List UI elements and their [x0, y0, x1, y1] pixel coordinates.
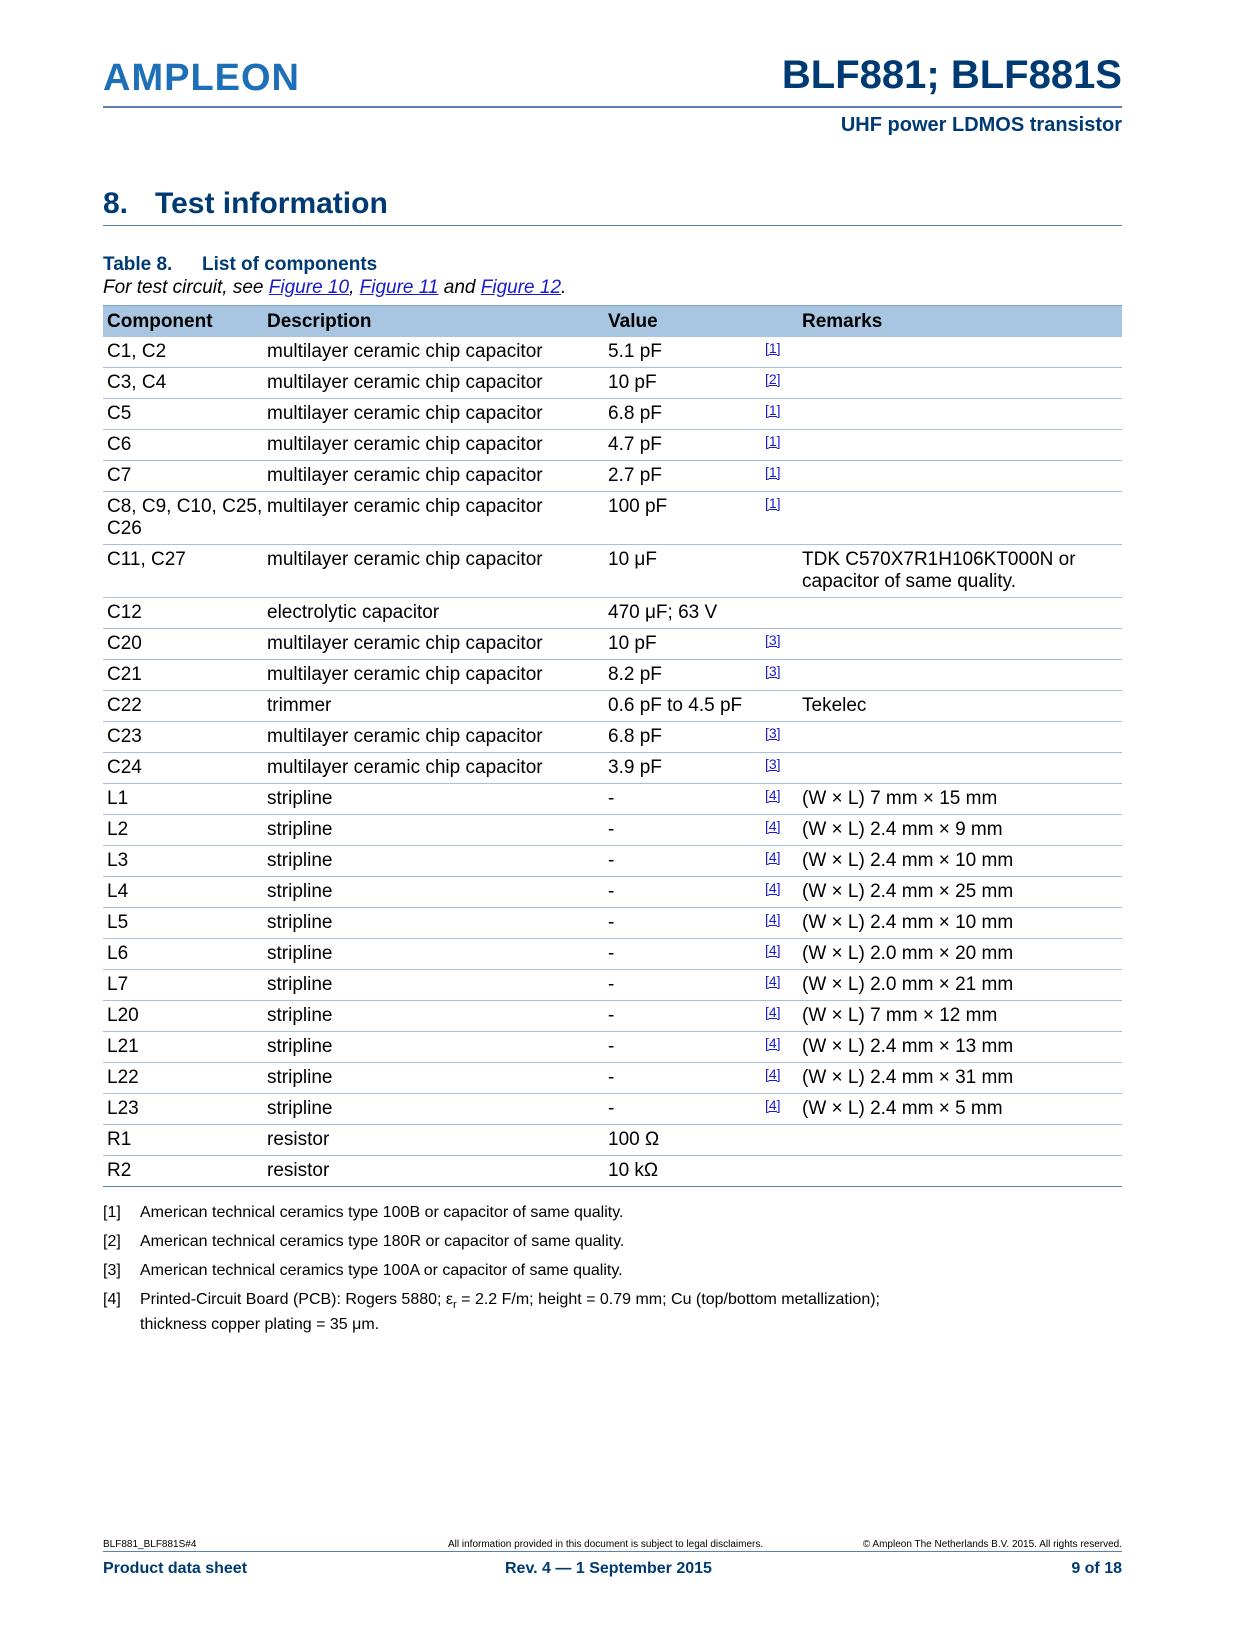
cell-note-ref: [765, 908, 802, 938]
subcaption-prefix: For test circuit, see: [103, 277, 269, 298]
table-row: [103, 1063, 1122, 1094]
table-row: [103, 846, 1122, 877]
cell-note-ref: [765, 629, 802, 659]
table-note: [103, 1261, 1122, 1281]
table-number: Table 8.: [103, 254, 173, 275]
cell-description: stripline: [267, 850, 333, 871]
cell-value: 100 pF: [608, 496, 668, 517]
table-header-row: [103, 305, 1122, 337]
cell-note-ref: [765, 368, 802, 398]
section-divider: [103, 225, 1122, 226]
cell-description: stripline: [267, 974, 333, 995]
cell-remarks: (W × L) 2.4 mm × 31 mm: [802, 1067, 1014, 1088]
table-row: [103, 492, 1122, 545]
note-text: American technical ceramics type 180R or capacitor of same quality.: [140, 1233, 625, 1250]
cell-description: multilayer ceramic chip capacitor: [267, 726, 543, 747]
cell-component: C20: [107, 633, 142, 654]
table-subcaption: [103, 277, 566, 299]
table-row: [103, 877, 1122, 908]
note-text-prefix: Printed-Circuit Board (PCB): Rogers 5880; ε: [140, 1291, 454, 1308]
note-ref-link[interactable]: [3]: [765, 663, 781, 679]
table-row: [103, 691, 1122, 722]
cell-note-ref: [765, 846, 802, 876]
note-ref-link[interactable]: [4]: [765, 942, 781, 958]
table-row: [103, 629, 1122, 660]
cell-description: stripline: [267, 912, 333, 933]
table-notes: [103, 1203, 1122, 1344]
cell-value: 2.7 pF: [608, 465, 662, 486]
document-subtitle: UHF power LDMOS transistor: [840, 114, 1122, 136]
subcaption-suffix: .: [561, 277, 567, 298]
cell-note-ref: [765, 430, 802, 460]
cell-note-ref: [765, 1032, 802, 1062]
cell-remarks: (W × L) 2.4 mm × 25 mm: [802, 881, 1014, 902]
table-row: [103, 784, 1122, 815]
note-ref-link[interactable]: [3]: [765, 725, 781, 741]
table-row: [103, 970, 1122, 1001]
table-row: [103, 1032, 1122, 1063]
footer-page-number: 9 of 18: [1071, 1560, 1122, 1577]
cell-note-ref: [765, 1125, 802, 1155]
cell-remarks: [802, 629, 1122, 659]
note-mark: [1]: [103, 1204, 121, 1221]
cell-description: multilayer ceramic chip capacitor: [267, 372, 543, 393]
cell-component: C24: [107, 757, 142, 778]
cell-value: 6.8 pF: [608, 403, 662, 424]
cell-note-ref: [765, 877, 802, 907]
cell-value: 3.9 pF: [608, 757, 662, 778]
cell-value: -: [608, 1005, 615, 1026]
cell-value: -: [608, 1098, 615, 1119]
table-row: [103, 1001, 1122, 1032]
section-number: 8.: [103, 187, 129, 220]
table-note: [103, 1203, 1122, 1223]
table-row: [103, 598, 1122, 629]
cell-value: -: [608, 881, 615, 902]
cell-component: C12: [107, 602, 142, 623]
cell-description: stripline: [267, 1005, 333, 1026]
section-title: Test information: [155, 187, 388, 220]
cell-component: L4: [107, 881, 129, 902]
cell-description: stripline: [267, 819, 333, 840]
table-row: [103, 753, 1122, 784]
cell-note-ref: [765, 461, 802, 491]
subcaption-sep: and: [438, 277, 481, 298]
section-heading: [103, 186, 388, 222]
cell-component: L3: [107, 850, 129, 871]
cell-remarks: (W × L) 2.4 mm × 10 mm: [802, 850, 1014, 871]
note-text-line2: thickness copper plating = 35 μm.: [140, 1316, 380, 1334]
figure-12-link[interactable]: Figure 12: [480, 277, 562, 298]
table-row: [103, 461, 1122, 492]
cell-value: -: [608, 1036, 615, 1057]
header-value: Value: [608, 310, 658, 332]
cell-value: 4.7 pF: [608, 434, 662, 455]
cell-remarks: (W × L) 2.0 mm × 21 mm: [802, 974, 1014, 995]
footer-disclaimer: All information provided in this document is subject to legal disclaimers.: [448, 1539, 764, 1550]
note-ref-link[interactable]: [4]: [765, 1035, 781, 1051]
cell-component: L21: [107, 1036, 139, 1057]
footer-divider: [103, 1551, 1122, 1552]
cell-remarks: [802, 753, 1122, 783]
header-component: Component: [107, 310, 213, 332]
table-title: List of components: [202, 254, 378, 275]
cell-remarks: [802, 461, 1122, 491]
cell-remarks: Tekelec: [802, 695, 867, 716]
cell-note-ref: [765, 598, 802, 628]
cell-component: C22: [107, 695, 142, 716]
cell-value: 10 kΩ: [608, 1160, 659, 1181]
components-table: [103, 305, 1122, 1187]
cell-note-ref: [765, 722, 802, 752]
cell-note-ref: [765, 691, 802, 721]
cell-value: -: [608, 943, 615, 964]
cell-description: multilayer ceramic chip capacitor: [267, 549, 543, 570]
cell-description: multilayer ceramic chip capacitor: [267, 664, 543, 685]
cell-component: C21: [107, 664, 142, 685]
header-description: Description: [267, 310, 372, 332]
cell-note-ref: [765, 545, 802, 597]
cell-description: electrolytic capacitor: [267, 602, 440, 623]
figure-11-link[interactable]: Figure 11: [359, 277, 439, 298]
cell-remarks: [802, 399, 1122, 429]
table-row: [103, 815, 1122, 846]
figure-10-link[interactable]: Figure 10: [268, 277, 350, 298]
cell-description: trimmer: [267, 695, 332, 716]
note-ref-link[interactable]: [3]: [765, 632, 781, 648]
cell-note-ref: [765, 815, 802, 845]
note-ref-link[interactable]: [4]: [765, 911, 781, 927]
cell-value: -: [608, 1067, 615, 1088]
cell-description: multilayer ceramic chip capacitor: [267, 757, 543, 778]
cell-note-ref: [765, 337, 802, 367]
note-ref-link[interactable]: [1]: [765, 464, 781, 480]
table-body: [103, 337, 1122, 1187]
table-row: [103, 430, 1122, 461]
cell-component: C23: [107, 726, 142, 747]
table-row: [103, 1094, 1122, 1125]
cell-component: L7: [107, 974, 129, 995]
cell-description: stripline: [267, 943, 333, 964]
note-ref-link[interactable]: [4]: [765, 818, 781, 834]
cell-component: C5: [107, 403, 132, 424]
cell-description: stripline: [267, 1067, 333, 1088]
cell-value: -: [608, 850, 615, 871]
table-row: [103, 908, 1122, 939]
cell-component: R2: [107, 1160, 132, 1181]
cell-description: stripline: [267, 788, 333, 809]
note-text: American technical ceramics type 100A or capacitor of same quality.: [140, 1262, 623, 1279]
footer-doc-id: BLF881_BLF881S#4: [103, 1539, 197, 1550]
cell-component: R1: [107, 1129, 132, 1150]
cell-remarks: [802, 1156, 1122, 1186]
note-ref-link[interactable]: [4]: [765, 880, 781, 896]
note-mark: [2]: [103, 1233, 121, 1250]
cell-value: 6.8 pF: [608, 726, 662, 747]
cell-component: L2: [107, 819, 129, 840]
cell-remarks: [802, 598, 1122, 628]
cell-component: L6: [107, 943, 129, 964]
cell-description: multilayer ceramic chip capacitor: [267, 465, 543, 486]
table-note: [103, 1232, 1122, 1252]
note-text: [140, 1290, 1122, 1335]
cell-value: -: [608, 912, 615, 933]
cell-value: 10 pF: [608, 633, 657, 654]
note-ref-link[interactable]: [3]: [765, 756, 781, 772]
cell-note-ref: [765, 753, 802, 783]
cell-description: multilayer ceramic chip capacitor: [267, 403, 543, 424]
cell-description: multilayer ceramic chip capacitor: [267, 434, 543, 455]
cell-component: C3, C4: [107, 372, 167, 393]
document-title: BLF881; BLF881S: [781, 53, 1122, 97]
cell-remarks: (W × L) 2.0 mm × 20 mm: [802, 943, 1014, 964]
cell-component: C8, C9, C10, C25, C26: [107, 496, 263, 539]
cell-value: 10 pF: [608, 372, 657, 393]
cell-note-ref: [765, 1094, 802, 1124]
cell-value: -: [608, 788, 615, 809]
note-ref-link[interactable]: [1]: [765, 402, 781, 418]
subcaption-sep: ,: [349, 277, 360, 298]
cell-value: 470 μF; 63 V: [608, 602, 718, 623]
footer-revision: Rev. 4 — 1 September 2015: [505, 1560, 712, 1577]
header-ref: [765, 320, 802, 324]
cell-value: 0.6 pF to 4.5 pF: [608, 695, 743, 716]
cell-component: C7: [107, 465, 132, 486]
cell-remarks: [802, 337, 1122, 367]
table-row: [103, 399, 1122, 430]
cell-remarks: (W × L) 2.4 mm × 10 mm: [802, 912, 1014, 933]
footer-copyright: © Ampleon The Netherlands B.V. 2015. All rights reserved.: [862, 1539, 1122, 1550]
cell-remarks: [802, 492, 1122, 544]
cell-note-ref: [765, 1001, 802, 1031]
cell-value: 10 μF: [608, 549, 657, 570]
note-ref-link[interactable]: [4]: [765, 1066, 781, 1082]
cell-component: C6: [107, 434, 132, 455]
note-text-suffix: = 2.2 F/m; height = 0.79 mm; Cu (top/bottom metallization);: [456, 1291, 880, 1308]
note-text: American technical ceramics type 100B or capacitor of same quality.: [140, 1204, 624, 1221]
cell-value: -: [608, 819, 615, 840]
cell-value: 8.2 pF: [608, 664, 662, 685]
footer-doc-type: Product data sheet: [103, 1560, 248, 1577]
table-note: [103, 1290, 1122, 1335]
cell-component: L20: [107, 1005, 139, 1026]
note-ref-link[interactable]: [4]: [765, 1004, 781, 1020]
cell-description: stripline: [267, 1098, 333, 1119]
table-row: [103, 337, 1122, 368]
table-row: [103, 1156, 1122, 1187]
cell-note-ref: [765, 660, 802, 690]
note-ref-link[interactable]: [4]: [765, 973, 781, 989]
header-remarks: Remarks: [802, 310, 883, 332]
cell-component: L23: [107, 1098, 139, 1119]
note-ref-link[interactable]: [1]: [765, 340, 781, 356]
cell-description: multilayer ceramic chip capacitor: [267, 496, 543, 517]
cell-value: -: [608, 974, 615, 995]
cell-component: L22: [107, 1067, 139, 1088]
cell-description: resistor: [267, 1160, 330, 1181]
cell-description: stripline: [267, 881, 333, 902]
note-ref-link[interactable]: [4]: [765, 849, 781, 865]
cell-description: multilayer ceramic chip capacitor: [267, 341, 543, 362]
note-mark: [3]: [103, 1262, 121, 1279]
cell-note-ref: [765, 784, 802, 814]
cell-value: 100 Ω: [608, 1129, 660, 1150]
cell-note-ref: [765, 399, 802, 429]
note-ref-link[interactable]: [4]: [765, 1097, 781, 1113]
cell-description: resistor: [267, 1129, 330, 1150]
note-ref-link[interactable]: [4]: [765, 787, 781, 803]
cell-description: stripline: [267, 1036, 333, 1057]
cell-remarks: [802, 660, 1122, 690]
cell-value: 5.1 pF: [608, 341, 662, 362]
cell-note-ref: [765, 939, 802, 969]
cell-remarks: (W × L) 7 mm × 12 mm: [802, 1005, 998, 1026]
cell-remarks: TDK C570X7R1H106KT000N or capacitor of same quality.: [802, 549, 1076, 592]
note-ref-link[interactable]: [1]: [765, 495, 781, 511]
cell-remarks: [802, 722, 1122, 752]
header-divider: [103, 106, 1122, 108]
cell-note-ref: [765, 492, 802, 544]
table-row: [103, 368, 1122, 399]
cell-note-ref: [765, 1156, 802, 1186]
cell-remarks: [802, 1125, 1122, 1155]
cell-remarks: (W × L) 7 mm × 15 mm: [802, 788, 998, 809]
cell-remarks: (W × L) 2.4 mm × 9 mm: [802, 819, 1003, 840]
cell-remarks: [802, 368, 1122, 398]
table-row: [103, 939, 1122, 970]
note-subscript: r: [453, 1299, 457, 1312]
note-ref-link[interactable]: [1]: [765, 433, 781, 449]
cell-remarks: (W × L) 2.4 mm × 5 mm: [802, 1098, 1003, 1119]
cell-description: multilayer ceramic chip capacitor: [267, 633, 543, 654]
ampleon-logo: AMPLEON: [103, 57, 300, 99]
cell-component: L5: [107, 912, 129, 933]
cell-component: L1: [107, 788, 129, 809]
cell-note-ref: [765, 1063, 802, 1093]
cell-remarks: [802, 430, 1122, 460]
table-row: [103, 660, 1122, 691]
table-row: [103, 1125, 1122, 1156]
table-row: [103, 722, 1122, 753]
cell-note-ref: [765, 970, 802, 1000]
cell-component: C1, C2: [107, 341, 167, 362]
note-ref-link[interactable]: [2]: [765, 371, 781, 387]
table-caption: [103, 254, 377, 276]
note-mark: [4]: [103, 1291, 121, 1308]
cell-remarks: (W × L) 2.4 mm × 13 mm: [802, 1036, 1014, 1057]
cell-component: C11, C27: [107, 549, 186, 570]
table-row: [103, 545, 1122, 598]
